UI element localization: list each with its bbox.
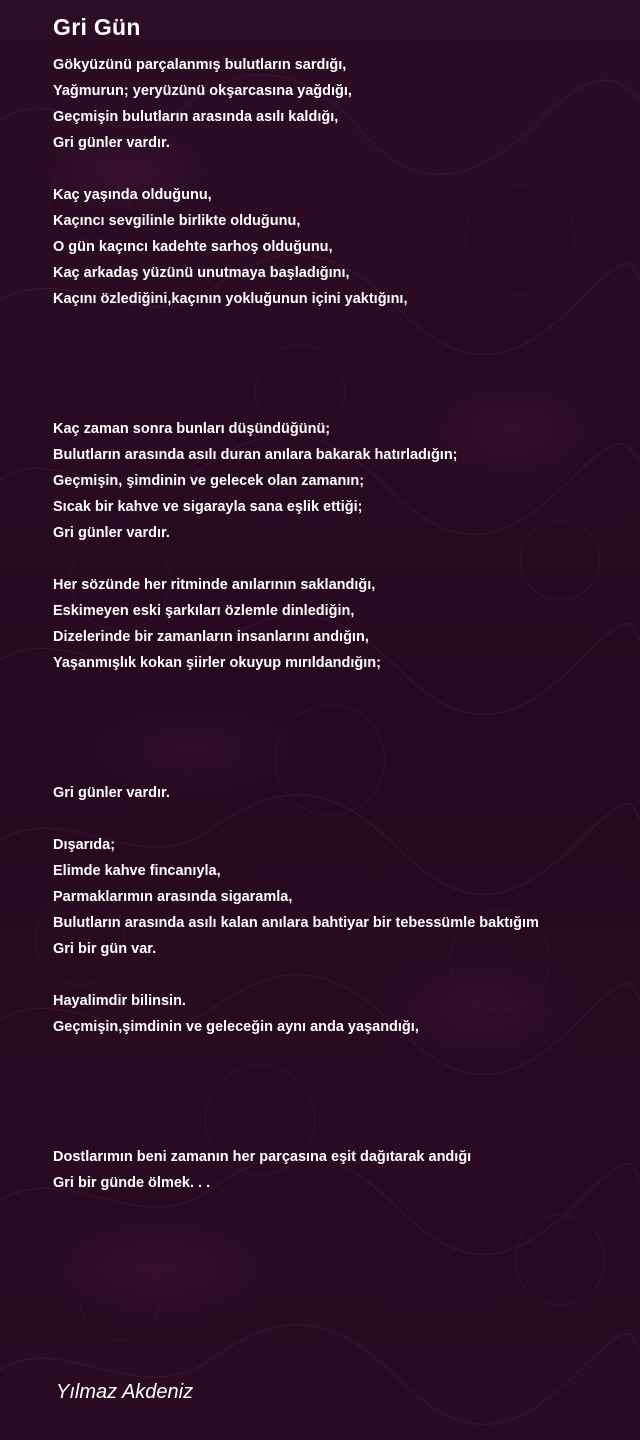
poem-line: Gri bir günde ölmek. . . xyxy=(53,1175,211,1191)
poem-line: Geçmişin, şimdinin ve gelecek olan zamanın; xyxy=(53,473,365,489)
poem-line: Her sözünde her ritminde anılarının saklandığı, xyxy=(53,577,376,593)
stanza-gap xyxy=(53,1040,633,1066)
stanza-gap xyxy=(53,156,633,182)
poem-line: Gri bir gün var. xyxy=(53,941,157,957)
stanza-gap xyxy=(53,1066,633,1092)
stanza-gap xyxy=(53,312,633,338)
poem-body xyxy=(53,52,633,1196)
poem-line: Gri günler vardır. xyxy=(53,135,170,151)
poem-line: Gökyüzünü parçalanmış bulutların sardığı, xyxy=(53,57,347,73)
poem-line: Dostlarımın beni zamanın her parçasına eşit dağıtarak andığı xyxy=(53,1149,472,1165)
poem-author: Yılmaz Akdeniz xyxy=(56,1381,194,1403)
stanza-gap xyxy=(53,962,633,988)
poem-line: Gri günler vardır. xyxy=(53,525,170,541)
poem-line: O gün kaçıncı kadehte sarhoş olduğunu, xyxy=(53,239,333,255)
stanza-gap xyxy=(53,338,633,364)
poem-line: Bulutların arasında asılı duran anılara bakarak hatırladığın; xyxy=(53,447,458,463)
poem-title: Gri Gün xyxy=(53,14,141,40)
poem-line: Hayalimdir bilinsin. xyxy=(53,993,186,1009)
stanza-gap xyxy=(53,754,633,780)
poem-line: Kaç zaman sonra bunları düşündüğünü; xyxy=(53,421,331,437)
stanza-gap xyxy=(53,390,633,416)
poem-line: Kaçıncı sevgilinle birlikte olduğunu, xyxy=(53,213,301,229)
poem-line: Kaç arkadaş yüzünü unutmaya başladığını, xyxy=(53,265,350,281)
poem-line: Gri günler vardır. xyxy=(53,785,170,801)
poem-line: Geçmişin bulutların arasında asılı kaldığı, xyxy=(53,109,339,125)
poem-line: Dışarıda; xyxy=(53,837,116,853)
poem-line: Kaç yaşında olduğunu, xyxy=(53,187,212,203)
poem-line: Parmaklarımın arasında sigaramla, xyxy=(53,889,293,905)
poem-line: Sıcak bir kahve ve sigarayla sana eşlik ettiği; xyxy=(53,499,363,515)
stanza-gap xyxy=(53,1092,633,1118)
poem-line: Dizelerinde bir zamanların insanlarını andığın, xyxy=(53,629,369,645)
poem-line: Elimde kahve fincanıyla, xyxy=(53,863,221,879)
poem-line: Geçmişin,şimdinin ve geleceğin aynı anda yaşandığı, xyxy=(53,1019,419,1035)
stanza-gap xyxy=(53,546,633,572)
stanza-gap xyxy=(53,806,633,832)
poem-line: Yağmurun; yeryüzünü okşarcasına yağdığı, xyxy=(53,83,352,99)
stanza-gap xyxy=(53,676,633,702)
stanza-gap xyxy=(53,364,633,390)
stanza-gap xyxy=(53,728,633,754)
stanza-gap xyxy=(53,702,633,728)
poem-line: Eskimeyen eski şarkıları özlemle dinlediğin, xyxy=(53,603,355,619)
poem-line: Bulutların arasında asılı kalan anılara bahtiyar bir tebessümle baktığım xyxy=(53,915,539,931)
stanza-gap xyxy=(53,1118,633,1144)
poem-line: Kaçını özlediğini,kaçının yokluğunun içini yaktığını, xyxy=(53,291,408,307)
poem-line: Yaşanmışlık kokan şiirler okuyup mırıldandığın; xyxy=(53,655,381,671)
